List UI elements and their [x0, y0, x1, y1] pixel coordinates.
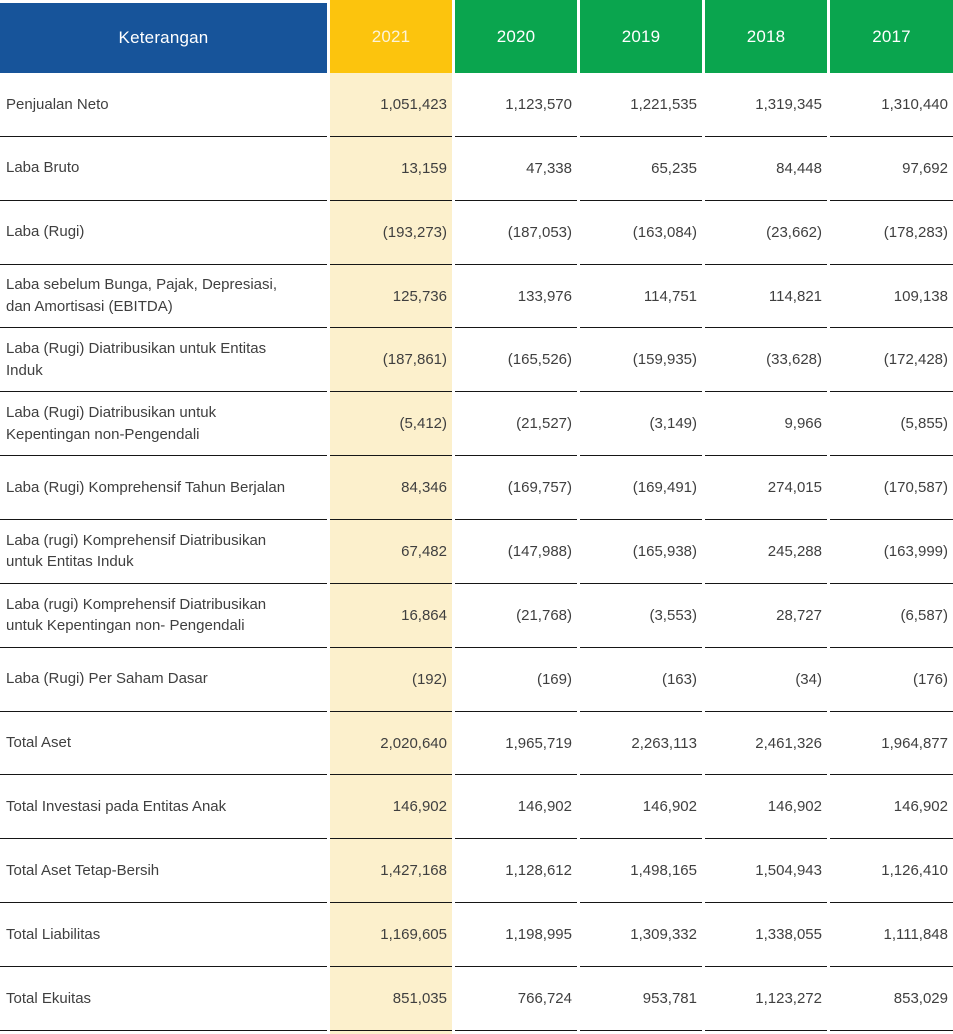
table-row [0, 392, 953, 456]
value-2018: 274,015 [705, 456, 827, 520]
value-2017: 109,138 [830, 265, 953, 329]
value-2018: 245,288 [705, 520, 827, 584]
value-2020: 133,976 [455, 265, 577, 329]
table-row [0, 73, 953, 137]
value-2019: 114,751 [580, 265, 702, 329]
row-label: Laba (Rugi) Komprehensif Tahun Berjalan [0, 456, 327, 520]
value-2021: 2,020,640 [330, 712, 452, 776]
value-2021: 1,169,605 [330, 903, 452, 967]
table-row [0, 903, 953, 967]
value-2017: 1,111,848 [830, 903, 953, 967]
value-2018: (34) [705, 648, 827, 712]
value-2017: (163,999) [830, 520, 953, 584]
value-2020: 1,198,995 [455, 903, 577, 967]
value-2020: 1,123,570 [455, 73, 577, 137]
value-2021: 125,736 [330, 265, 452, 329]
value-2018: 146,902 [705, 775, 827, 839]
value-2018: 114,821 [705, 265, 827, 329]
value-2021: 1,427,168 [330, 839, 452, 903]
value-2017: (176) [830, 648, 953, 712]
row-label: Penjualan Neto [0, 73, 327, 137]
value-2020: (169,757) [455, 456, 577, 520]
row-label: Total Aset Tetap-Bersih [0, 839, 327, 903]
value-2021: 851,035 [330, 967, 452, 1031]
table-row [0, 648, 953, 712]
value-2018: 84,448 [705, 137, 827, 201]
value-2021: 13,159 [330, 137, 452, 201]
row-label: Laba Bruto [0, 137, 327, 201]
value-2021: (193,273) [330, 201, 452, 265]
table-row [0, 839, 953, 903]
value-2020: 47,338 [455, 137, 577, 201]
table-row [0, 265, 953, 329]
value-2020: (165,526) [455, 328, 577, 392]
row-label: Laba (rugi) Komprehensif Diatribusikan untuk Kepentingan non- Pengendali [0, 584, 327, 648]
header-year-2017: 2017 [830, 0, 953, 73]
table-row [0, 520, 953, 584]
value-2021: (5,412) [330, 392, 452, 456]
value-2019: (163,084) [580, 201, 702, 265]
value-2019: 65,235 [580, 137, 702, 201]
value-2019: (159,935) [580, 328, 702, 392]
value-2021: 16,864 [330, 584, 452, 648]
table-row [0, 201, 953, 265]
row-label: Laba (Rugi) Diatribusikan untuk Kepentingan non-Pengendali [0, 392, 327, 456]
value-2017: (178,283) [830, 201, 953, 265]
value-2019: (163) [580, 648, 702, 712]
value-2017: 1,310,440 [830, 73, 953, 137]
value-2018: 1,123,272 [705, 967, 827, 1031]
table-row [0, 137, 953, 201]
value-2019: 146,902 [580, 775, 702, 839]
row-label: Laba (Rugi) [0, 201, 327, 265]
value-2017: 1,964,877 [830, 712, 953, 776]
value-2018: 1,504,943 [705, 839, 827, 903]
table-row [0, 328, 953, 392]
value-2019: 1,309,332 [580, 903, 702, 967]
table-row [0, 712, 953, 776]
row-label: Total Ekuitas [0, 967, 327, 1031]
value-2017: 97,692 [830, 137, 953, 201]
value-2017: (5,855) [830, 392, 953, 456]
value-2018: (33,628) [705, 328, 827, 392]
row-label: Total Liabilitas [0, 903, 327, 967]
value-2019: (165,938) [580, 520, 702, 584]
value-2020: (169) [455, 648, 577, 712]
header-keterangan: Keterangan [0, 3, 327, 73]
value-2019: 953,781 [580, 967, 702, 1031]
header-year-2021: 2021 [330, 0, 452, 73]
value-2019: (3,149) [580, 392, 702, 456]
value-2020: (21,527) [455, 392, 577, 456]
value-2021: 146,902 [330, 775, 452, 839]
value-2018: 2,461,326 [705, 712, 827, 776]
value-2021: (192) [330, 648, 452, 712]
value-2020: (21,768) [455, 584, 577, 648]
header-year-2018: 2018 [705, 0, 827, 73]
value-2019: (3,553) [580, 584, 702, 648]
value-2019: 1,221,535 [580, 73, 702, 137]
value-2017: 146,902 [830, 775, 953, 839]
value-2020: 146,902 [455, 775, 577, 839]
table-row [0, 775, 953, 839]
value-2019: 2,263,113 [580, 712, 702, 776]
row-label: Laba (Rugi) Per Saham Dasar [0, 648, 327, 712]
value-2018: 9,966 [705, 392, 827, 456]
row-label: Total Aset [0, 712, 327, 776]
value-2021: 1,051,423 [330, 73, 452, 137]
value-2018: (23,662) [705, 201, 827, 265]
row-label: Laba (Rugi) Diatribusikan untuk Entitas Induk [0, 328, 327, 392]
value-2017: (6,587) [830, 584, 953, 648]
value-2017: (170,587) [830, 456, 953, 520]
value-2017: 853,029 [830, 967, 953, 1031]
value-2021: (187,861) [330, 328, 452, 392]
table-row [0, 967, 953, 1031]
value-2020: 766,724 [455, 967, 577, 1031]
value-2017: 1,126,410 [830, 839, 953, 903]
value-2018: 1,338,055 [705, 903, 827, 967]
value-2020: 1,965,719 [455, 712, 577, 776]
row-label: Laba sebelum Bunga, Pajak, Depresiasi, dan Amortisasi (EBITDA) [0, 265, 327, 329]
value-2020: (147,988) [455, 520, 577, 584]
header-year-2019: 2019 [580, 0, 702, 73]
table-row [0, 584, 953, 648]
row-label: Total Investasi pada Entitas Anak [0, 775, 327, 839]
value-2021: 67,482 [330, 520, 452, 584]
value-2018: 28,727 [705, 584, 827, 648]
value-2020: (187,053) [455, 201, 577, 265]
table-body [0, 73, 953, 1034]
value-2021: 84,346 [330, 456, 452, 520]
value-2018: 1,319,345 [705, 73, 827, 137]
table-row [0, 456, 953, 520]
value-2017: (172,428) [830, 328, 953, 392]
table-header-row [0, 0, 953, 73]
row-label: Laba (rugi) Komprehensif Diatribusikan untuk Entitas Induk [0, 520, 327, 584]
value-2020: 1,128,612 [455, 839, 577, 903]
value-2019: 1,498,165 [580, 839, 702, 903]
header-year-2020: 2020 [455, 0, 577, 73]
value-2019: (169,491) [580, 456, 702, 520]
